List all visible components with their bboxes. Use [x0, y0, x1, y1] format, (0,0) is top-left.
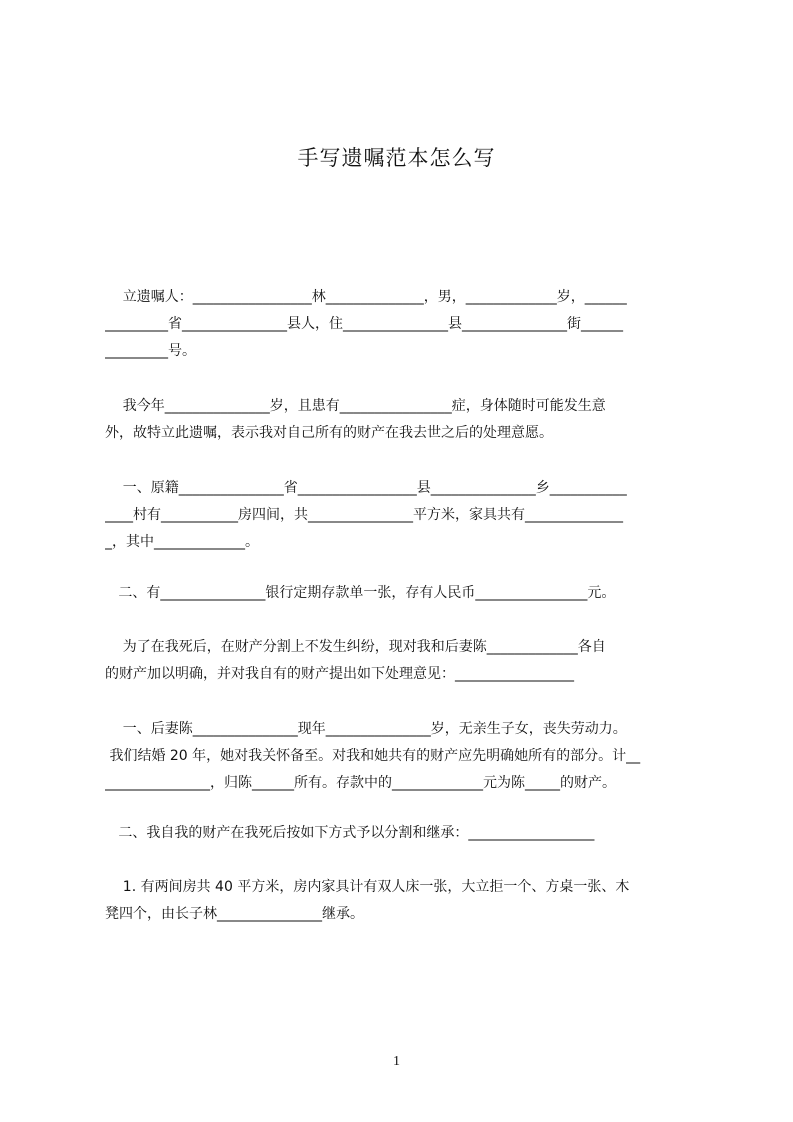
paragraph-line: _________号。 [105, 343, 196, 359]
paragraph-line: 为了在我死后，在财产分割上不发生纠纷，现对我和后妻陈_____________各自 [105, 639, 606, 655]
paragraph-line: 一、后妻陈_______________现年_______________岁，无亲生子女，丧失劳动力。 [105, 721, 627, 737]
document-title: 手写遗嘱范本怎么写 [297, 146, 496, 170]
paragraph-line: ____村有___________房四间，共_______________平方米，家具共有______________ [105, 507, 623, 523]
paragraph-line: 一、原籍_______________省_________________县_______________乡___________ [105, 480, 627, 496]
paragraph-division-intent [105, 634, 705, 688]
paragraph-line: 的财产加以明确，并对我自有的财产提出如下处理意见：_________________ [105, 666, 574, 682]
paragraph-bank-deposit [105, 580, 705, 607]
paragraph-testator-info [105, 284, 705, 365]
paragraph-line: _，其中_____________。 [105, 534, 259, 550]
paragraph-line: 二、我自我的财产在我死后按如下方式予以分割和继承：__________________ [105, 825, 595, 841]
paragraph-line: 我们结婚 20 年，她对我关怀备至。对我和她共有的财产应先明确她所有的部分。计__ [105, 748, 641, 764]
paragraph-line: 立遗嘱人：_________________林______________，男，_____________岁，______ [105, 289, 627, 305]
paragraph-line: 凳四个，由长子林_______________继承。 [105, 906, 364, 922]
paragraph-line: 外，故特立此遗嘱，表示我对自己所有的财产在我去世之后的处理意愿。 [105, 425, 553, 441]
paragraph-line: _________省_______________县人，住_______________县_______________街______ [105, 316, 623, 332]
paragraph-health-statement [105, 393, 705, 447]
paragraph-own-property [105, 820, 705, 847]
paragraph-wife-share [105, 716, 705, 797]
paragraph-line: 我今年_______________岁，且患有________________症，身体随时可能发生意 [105, 398, 606, 414]
paragraph-line: 1. 有两间房共 40 平方米，房内家具计有双人床一张，大立拒一个、方桌一张、木 [105, 879, 630, 895]
paragraph-line: 二、有_______________银行定期存款单一张，存有人民币________________元。 [105, 585, 616, 601]
paragraph-line: _______________，归陈______所有。存款中的_____________元为陈_____的财产。 [105, 775, 616, 791]
paragraph-property-house [105, 475, 705, 556]
page-number: 1 [393, 1054, 400, 1069]
paragraph-inheritance-item-1 [105, 874, 705, 928]
